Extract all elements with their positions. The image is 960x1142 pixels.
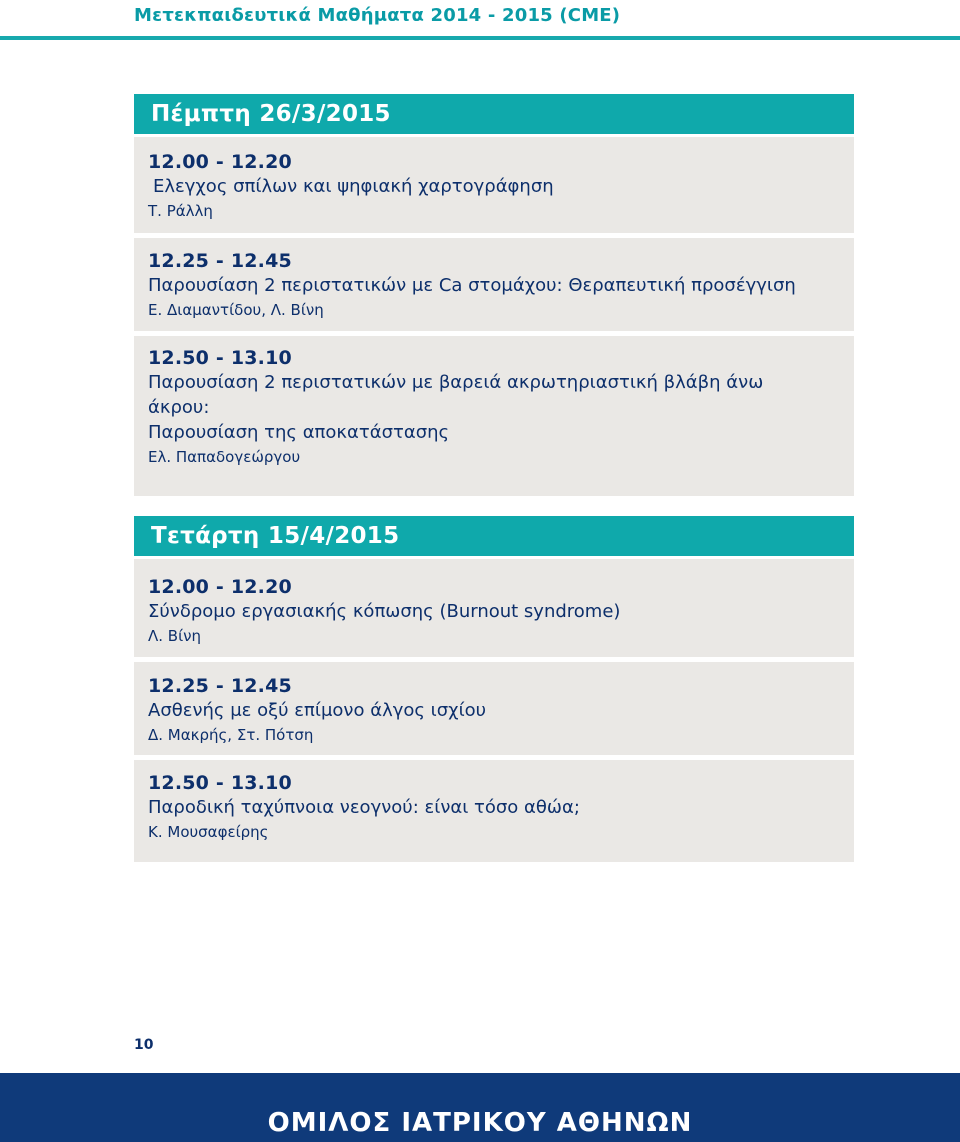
session-title: Παρουσίαση της αποκατάστασης [148, 422, 450, 443]
organization-name: ΟΜΙΛΟΣ ΙΑΤΡΙΚΟΥ ΑΘΗΝΩΝ [267, 1108, 693, 1138]
session-block [134, 559, 854, 657]
session-block [134, 336, 854, 496]
session-block [134, 238, 854, 331]
session-title: Ασθενής με οξύ επίμονο άλγος ισχίου [148, 700, 487, 721]
page-header-title: Μετεκπαιδευτικά Μαθήματα 2014 - 2015 (CME) [134, 5, 621, 26]
header-rule [0, 36, 960, 40]
session-title: Ελεγχος σπίλων και ψηφιακή χαρτογράφηση [153, 176, 554, 197]
session-time: 12.00 - 12.20 [148, 576, 292, 598]
session-title: άκρου: [148, 397, 210, 418]
session-block [134, 760, 854, 862]
session-speaker: Κ. Μουσαφείρης [148, 823, 269, 841]
session-block [134, 137, 854, 233]
page-number: 10 [134, 1037, 154, 1053]
organization-logo-text [0, 1108, 960, 1138]
session-speaker: Ε. Διαμαντίδου, Λ. Βίνη [148, 301, 324, 319]
session-time: 12.50 - 13.10 [148, 347, 292, 369]
session-title: Παρουσίαση 2 περιστατικών με Ca στομάχου: Θεραπευτική προσέγγιση [148, 275, 796, 296]
session-time: 12.25 - 12.45 [148, 250, 292, 272]
session-time: 12.25 - 12.45 [148, 675, 292, 697]
day-heading: Πέμπτη 26/3/2015 [134, 94, 854, 134]
session-speaker: Λ. Βίνη [148, 627, 202, 645]
session-block [134, 662, 854, 755]
day-heading: Τετάρτη 15/4/2015 [134, 516, 854, 556]
session-title: Σύνδρομο εργασιακής κόπωσης (Burnout syndrome) [148, 601, 621, 622]
session-speaker: Ελ. Παπαδογεώργου [148, 448, 301, 466]
session-time: 12.50 - 13.10 [148, 772, 292, 794]
session-time: 12.00 - 12.20 [148, 151, 292, 173]
session-speaker: Δ. Μακρής, Στ. Πότση [148, 726, 314, 744]
session-speaker: Τ. Ράλλη [148, 202, 213, 220]
session-title: Παροδική ταχύπνοια νεογνού: είναι τόσο αθώα; [148, 797, 580, 818]
session-title: Παρουσίαση 2 περιστατικών με βαρειά ακρωτηριαστική βλάβη άνω [148, 372, 764, 393]
